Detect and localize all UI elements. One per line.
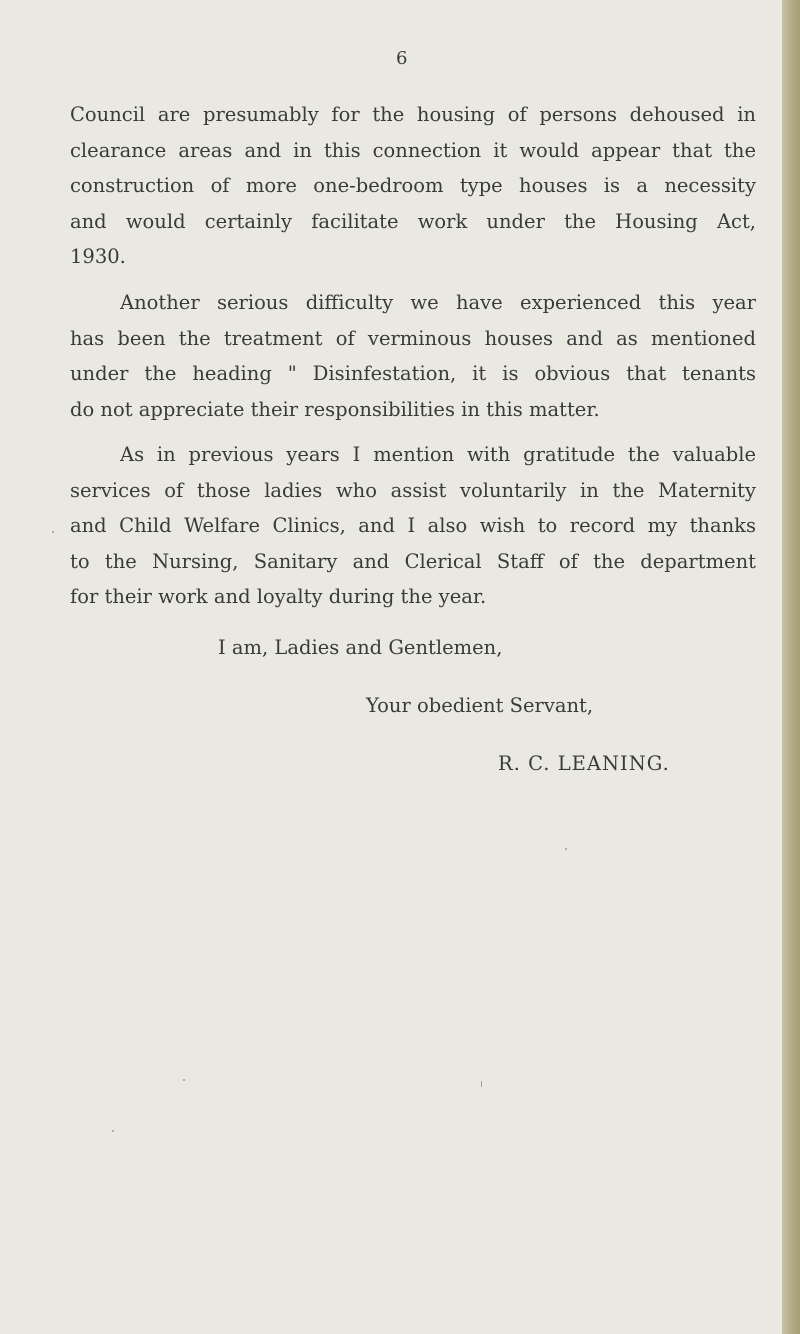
paragraph-disinfestation [70,285,756,427]
paper-speck [183,1079,185,1081]
paper-speck [481,1081,482,1087]
paragraph-line: and would certainly facilitate work under the Housing Act, [70,209,756,233]
paragraph-line: under the heading " Disinfestation, it is obvious that tenants [70,362,756,385]
page-edge [782,0,800,1334]
paragraph-line: for their work and loyalty during the year. [70,585,487,608]
signature: R. C. LEANING. [498,752,670,775]
paragraph-gratitude [70,437,756,615]
paragraph-line: Another serious difficulty we have experienced this year [120,291,756,314]
paragraph-line: services of those ladies who assist voluntarily in the Maternity [70,478,756,502]
paragraph-line: construction of more one-bedroom type houses is a necessity [70,174,756,197]
paragraph-line: As in previous years I mention with gratitude the valuable [120,443,756,466]
paragraph-line: do not appreciate their responsibilities in this matter. [70,397,600,421]
closing-salutation: I am, Ladies and Gentlemen, [218,636,503,659]
paragraph-line: clearance areas and in this connection it would appear that the [70,138,756,162]
paper-speck [565,848,567,850]
closing-valediction: Your obedient Servant, [366,694,594,717]
paragraph-housing [70,97,756,275]
page-number: 6 [396,48,408,69]
paragraph-line: and Child Welfare Clinics, and I also wish to record my thanks [70,514,756,537]
paper-speck [52,531,54,533]
paragraph-line: Council are presumably for the housing of persons dehoused in [70,103,756,126]
paper-speck [112,1130,114,1132]
paragraph-line: to the Nursing, Sanitary and Clerical Staff of the department [70,549,756,573]
paragraph-line: has been the treatment of verminous houses and as mentioned [70,326,756,350]
paragraph-line: 1930. [70,245,126,268]
